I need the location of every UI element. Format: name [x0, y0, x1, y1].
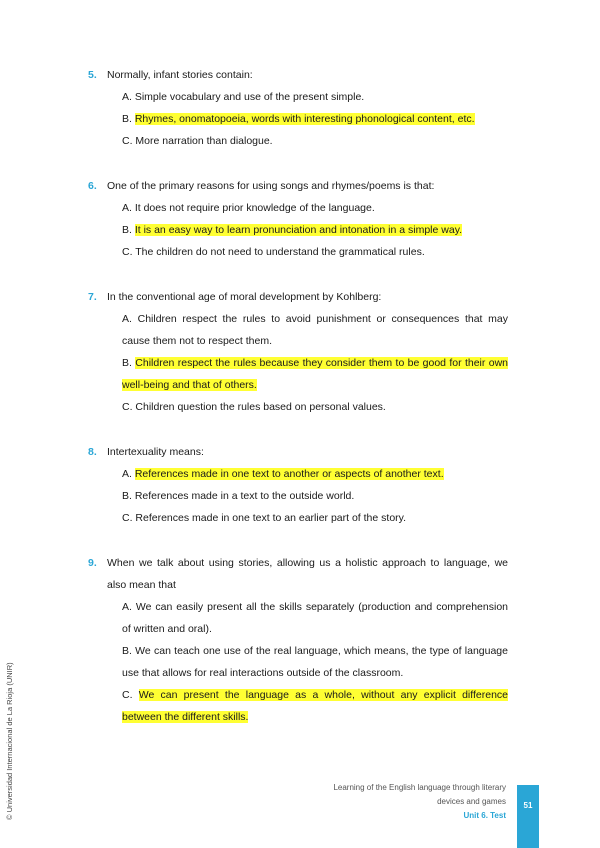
option-prefix: A.: [122, 468, 135, 480]
question-number: 8.: [88, 446, 97, 458]
option-text: Simple vocabulary and use of the present simple.: [134, 91, 365, 103]
option-b: [122, 352, 508, 396]
answer-options: [122, 463, 508, 529]
page-footer: [266, 781, 506, 823]
option-prefix: B.: [122, 645, 136, 657]
option-c: [122, 507, 508, 529]
option-prefix: C.: [122, 135, 136, 147]
option-prefix: A.: [122, 202, 135, 214]
option-prefix: B.: [122, 224, 135, 236]
option-c: [122, 130, 508, 152]
option-text: Children respect the rules to avoid punishment or consequences that may cause them not to respect them.: [122, 313, 509, 347]
answer-options: [122, 596, 508, 728]
question-5: [88, 64, 508, 152]
option-text-highlighted: Rhymes, onomatopoeia, words with interesting phonological content, etc.: [134, 113, 475, 125]
option-text: It does not require prior knowledge of the language.: [134, 202, 375, 214]
option-c: [122, 396, 508, 418]
option-prefix: C.: [122, 246, 136, 258]
option-text-highlighted: Children respect the rules because they consider them to be good for their own well-being and that of others.: [122, 357, 508, 391]
option-c: [122, 684, 508, 728]
option-c: [122, 241, 508, 263]
answer-options: [122, 197, 508, 263]
answer-options: [122, 86, 508, 152]
answer-options: [122, 308, 508, 418]
option-b: [122, 219, 508, 241]
option-text: The children do not need to understand the grammatical rules.: [135, 246, 425, 258]
option-prefix: C.: [122, 512, 136, 524]
option-a: [122, 596, 508, 640]
question-9: [88, 552, 508, 728]
option-b: [122, 108, 508, 130]
question-number: 9.: [88, 557, 97, 569]
option-a: [122, 308, 508, 352]
question-number: 5.: [88, 69, 97, 81]
option-prefix: A.: [122, 313, 138, 325]
option-prefix: B.: [122, 490, 135, 502]
question-8: [88, 441, 508, 529]
option-a: [122, 463, 508, 485]
option-b: [122, 485, 508, 507]
option-text: Children question the rules based on personal values.: [135, 401, 386, 413]
option-prefix: B.: [122, 113, 135, 125]
course-title-line1: Learning of the English language through literary: [333, 783, 506, 792]
question-text: When we talk about using stories, allowing us a holistic approach to language, we also mean that: [107, 557, 508, 591]
copyright-notice: © Universidad Internacional de La Rioja (UNIR): [5, 662, 14, 820]
page-number-tab: [517, 785, 539, 848]
page-number: 51: [523, 801, 533, 810]
option-text-highlighted: References made in one text to another or aspects of another text.: [134, 468, 444, 480]
question-6: [88, 175, 508, 263]
question-text: Normally, infant stories contain:: [107, 69, 253, 81]
option-b: [122, 640, 508, 684]
option-prefix: A.: [122, 601, 136, 613]
option-text: We can teach one use of the real language, which means, the type of language use that allows for real interactions outside of the classroom.: [122, 645, 508, 679]
question-text: Intertexuality means:: [107, 446, 204, 458]
option-text: More narration than dialogue.: [135, 135, 273, 147]
unit-label: Unit 6. Test: [463, 811, 506, 820]
question-number: 7.: [88, 291, 97, 303]
option-text: References made in one text to an earlier part of the story.: [135, 512, 407, 524]
option-text: We can easily present all the skills separately (production and comprehension of written and oral).: [122, 601, 508, 635]
course-title-line2: devices and games: [437, 797, 506, 806]
option-a: [122, 197, 508, 219]
question-text: In the conventional age of moral development by Kohlberg:: [107, 291, 382, 303]
question-text: One of the primary reasons for using songs and rhymes/poems is that:: [107, 180, 435, 192]
option-prefix: A.: [122, 91, 135, 103]
option-text-highlighted: We can present the language as a whole, without any explicit difference between the different skills.: [122, 689, 509, 723]
option-prefix: C.: [122, 401, 136, 413]
question-7: [88, 286, 508, 418]
option-prefix: C.: [122, 689, 139, 701]
option-text-highlighted: It is an easy way to learn pronunciation and intonation in a simple way.: [134, 224, 463, 236]
option-a: [122, 86, 508, 108]
option-text: References made in a text to the outside world.: [134, 490, 355, 502]
option-prefix: B.: [122, 357, 136, 369]
question-number: 6.: [88, 180, 97, 192]
